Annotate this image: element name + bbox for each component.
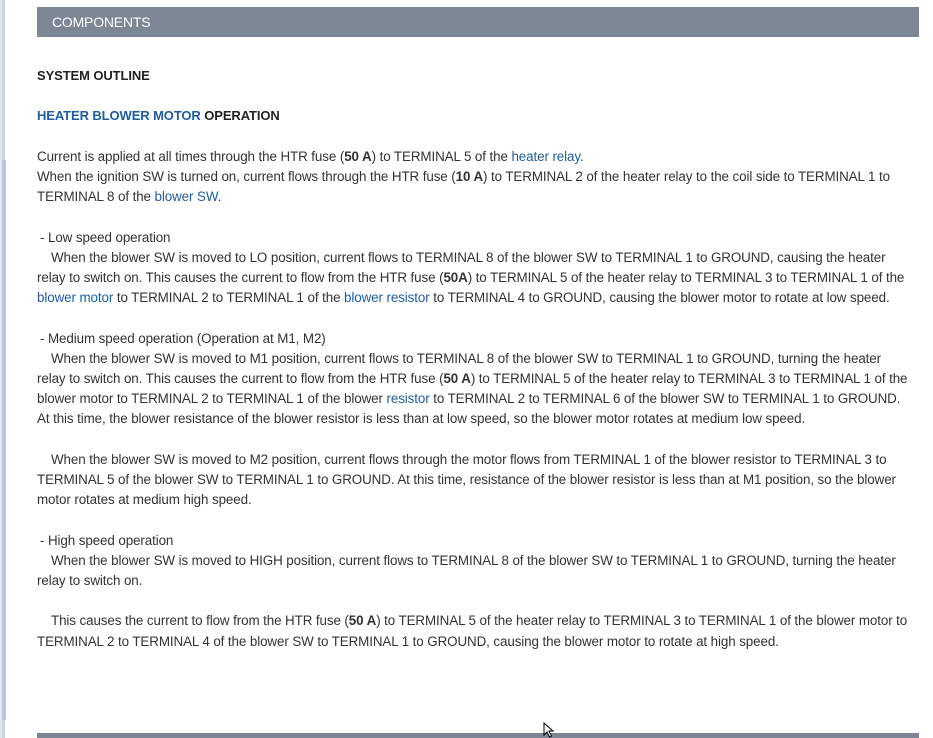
high-speed-paragraph: When the blower SW is moved to HIGH position, current flows to TERMINAL 8 of the blower SW to TERMINAL 1 to GROUND, turning the heater relay to switch on. [37, 552, 896, 588]
heater-blower-motor-link[interactable]: HEATER BLOWER MOTOR [37, 108, 201, 124]
blower-motor-link[interactable]: blower motor [37, 290, 114, 306]
intro-paragraph-1: Current is applied at all times through the HTR fuse (50 A) to TERMINAL 5 of the heater relay. [37, 148, 584, 164]
medium-speed-title: - Medium speed operation (Operation at M1, M2) [40, 330, 326, 346]
section-header [37, 7, 919, 37]
resistor-link[interactable]: resistor [386, 391, 430, 407]
mouse-cursor-icon [543, 722, 557, 738]
article-body [37, 66, 912, 652]
medium-m2-paragraph: When the blower SW is moved to M2 position, current flows through the motor flows from TERMINAL 1 of the blower resistor to TERMINAL 3 to TERMINAL 5 of the blower SW to TERMINAL 1 to GROUND. At this time, resistance of the blower resistor is less than at M1 position, so the blower motor rotates at medium high speed. [37, 451, 896, 508]
high-speed-title: - High speed operation [40, 532, 174, 548]
scrollbar-thumb[interactable] [2, 160, 6, 720]
blower-resistor-link[interactable]: blower resistor [344, 290, 430, 306]
low-speed-title: - Low speed operation [40, 229, 171, 245]
low-speed-paragraph: When the blower SW is moved to LO position, current flows to TERMINAL 8 of the blower SW to TERMINAL 1 to GROUND, causing the heater relay to switch on. This causes the current to flow from the HTR fuse (50A) to TERMINAL 5 of the heater relay to TERMINAL 3 to TERMINAL 1 of the blower motor to TERMINAL 2 to TERMINAL 1 of the blower resistor to TERMINAL 4 to GROUND, causing the blower motor to rotate at low speed. [37, 249, 905, 306]
heater-relay-link[interactable]: heater relay [511, 148, 580, 164]
medium-speed-paragraph: When the blower SW is moved to M1 position, current flows to TERMINAL 8 of the blower SW to TERMINAL 1 to GROUND, turning the heater relay to switch on. This causes the current to flow from the HTR fuse (50 A) to TERMINAL 5 of the heater relay to TERMINAL 3 to TERMINAL 1 of the blower motor to TERMINAL 2 to TERMINAL 1 of the blower resistor to TERMINAL 2 to TERMINAL 6 of the blower SW to TERMINAL 1 to GROUND. At this time, the blower resistance of the blower resistor is less than at low speed, so the blower motor rotates at medium low speed. [37, 350, 908, 427]
next-section-header [37, 733, 919, 738]
section-header-title: COMPONENTS [52, 14, 151, 30]
operation-heading: HEATER BLOWER MOTOR OPERATION [37, 108, 280, 124]
blower-sw-link[interactable]: blower SW [154, 189, 218, 205]
high-speed-paragraph-2: This causes the current to flow from the HTR fuse (50 A) to TERMINAL 5 of the heater relay to TERMINAL 3 to TERMINAL 1 of the blower motor to TERMINAL 2 to TERMINAL 4 of the blower SW to TERMINAL 1 to GROUND, causing the blower motor to rotate at high speed. [37, 613, 908, 649]
intro-paragraph-2: When the ignition SW is turned on, current flows through the HTR fuse (10 A) to TERMINAL 2 of the heater relay to the coil side to TERMINAL 1 to TERMINAL 8 of the blower SW. [37, 168, 890, 205]
system-outline-heading: SYSTEM OUTLINE [37, 68, 150, 83]
left-scroll-rail[interactable] [0, 0, 7, 738]
